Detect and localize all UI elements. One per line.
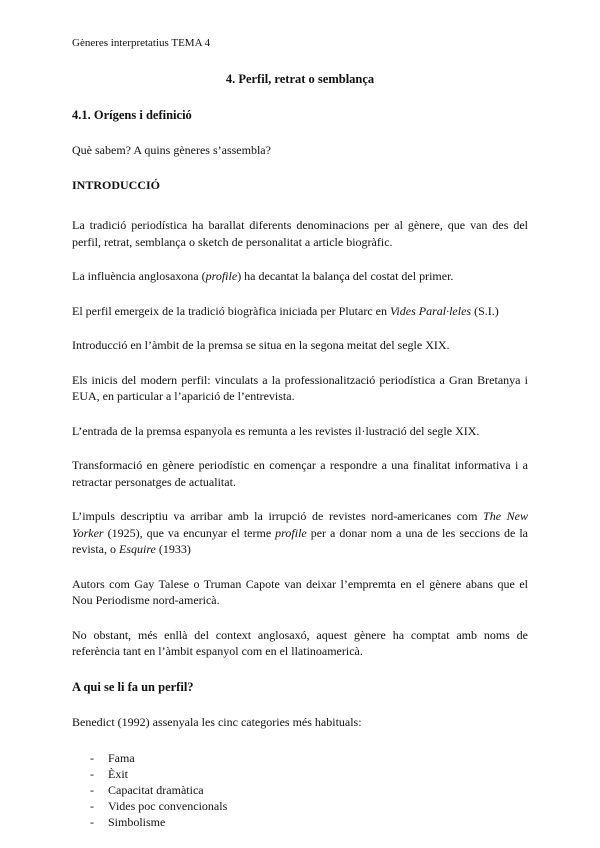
section-heading-origins: 4.1. Orígens i definició [72, 108, 192, 122]
paragraph-spanish-press: L’entrada de la premsa espanyola es remunta a les revistes il·lustració del segle XIX. [72, 423, 480, 438]
document-title: 4. Perfil, retrat o semblança [225, 72, 375, 86]
paragraph-press-intro: Introducció en l’àmbit de la premsa se situa en la segona meitat del segle XIX. [72, 338, 450, 352]
paragraph-transformation: Transformació en gènere periodístic en començar a respondre a una finalitat informativa i a retractar personatges de actualitat. [72, 458, 528, 489]
emphasis-vides: Vides Paral·leles [389, 303, 472, 318]
section-heading-who: A qui se li fa un perfil? [72, 679, 194, 694]
list-item: - Simbolisme [90, 815, 166, 829]
list-intro: Benedict (1992) assenyala les cinc categories més habituals: [72, 714, 362, 729]
paragraph-authors: Autors com Gay Talese o Truman Capote van deixar l’empremta en el gènere abans que el Nou Periodisme nord-americà. [72, 576, 528, 607]
list-item: - Èxit [90, 767, 128, 781]
emphasis-profile: profile [205, 269, 238, 283]
intro-heading: INTRODUCCIÓ [72, 177, 161, 192]
paragraph-plutarch: El perfil emergeix de la tradició biogràfica iniciada per Plutarc en Vides Paral·leles (S.I.) [72, 303, 499, 318]
list-item: - Vides poc convencionals [90, 799, 228, 813]
paragraph-new-yorker: L’impuls descriptiu va arribar amb la irrupció de revistes nord-americanes com The New Yorker (1925), que va encunyar el terme profile per a donar nom a una de les seccions de la revista, o Esquire (1933) [72, 509, 528, 556]
paragraph-latin: No obstant, més enllà del context anglosaxó, aquest gènere ha comptat amb noms de referència tant en l’àmbit espanyol com en el llatinoamericà. [72, 627, 528, 658]
category-list [72, 750, 528, 830]
emphasis-profile-term: profile [275, 525, 307, 540]
emphasis-new-yorker: The New Yorker [72, 509, 528, 540]
document-body [72, 72, 528, 830]
emphasis-esquire: Esquire [119, 542, 156, 556]
page-header: Gèneres interpretatius TEMA 4 [72, 37, 211, 49]
question-paragraph: Què sabem? A quins gèneres s’assembla? [72, 143, 271, 157]
list-item: - Fama [90, 751, 135, 765]
paragraph-modern-profile: Els inicis del modern perfil: vinculats a la professionalització periodística a Gran Bretanya i EUA, en particular a l’aparició de l’entrevista. [72, 372, 528, 403]
paragraph-anglo-influence: La influència anglosaxona (profile) ha decantat la balança del costat del primer. [72, 269, 454, 283]
paragraph-tradition: La tradició periodística ha barallat diferents denominacions per al gènere, que van des del perfil, retrat, semblança o sketch de personalitat a article biogràfic. [72, 218, 528, 249]
list-item: - Capacitat dramàtica [90, 783, 204, 797]
